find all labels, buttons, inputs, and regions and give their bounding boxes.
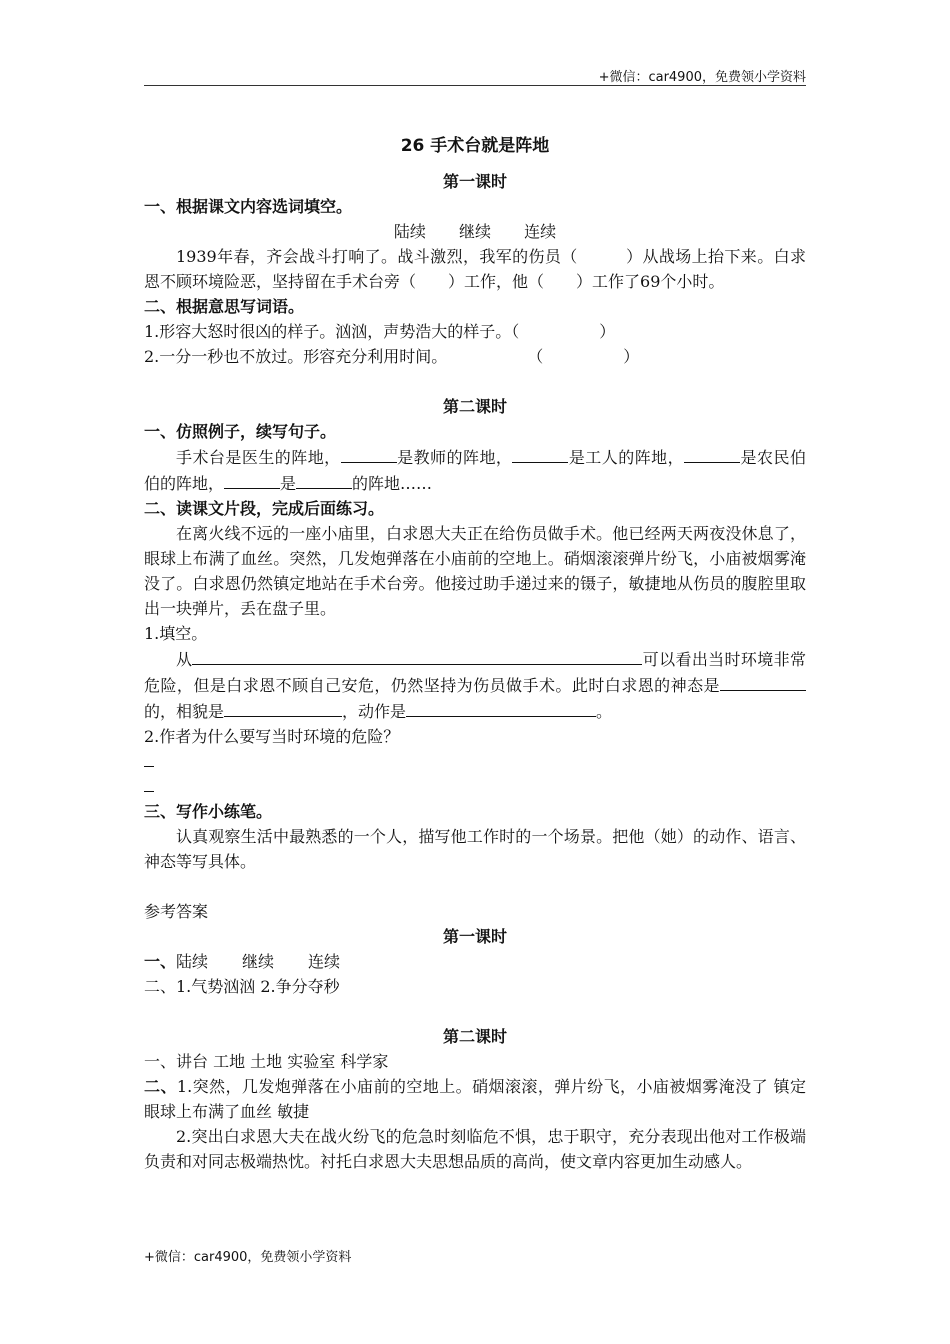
answers-lesson2-heading: 第二课时 bbox=[442, 1027, 507, 1046]
blank-8[interactable] bbox=[684, 444, 740, 463]
blank-12[interactable] bbox=[720, 672, 806, 691]
lesson2-sec3-heading: 三、写作小练笔。 bbox=[144, 802, 273, 821]
blank-7[interactable] bbox=[512, 444, 568, 463]
lesson1-heading: 第一课时 bbox=[442, 172, 507, 191]
lesson2-heading: 第二课时 bbox=[442, 397, 507, 416]
question-1-fill: 从 可以看出当时环境非常危险，但是白求恩不顾自己安危，仍然坚持为伤员做手术。此时白求恩的神态是的，相貌是 ，动作是 。 bbox=[144, 646, 806, 724]
blank-10[interactable] bbox=[296, 470, 352, 489]
word-choices bbox=[144, 219, 806, 244]
lesson1-sec1-heading: 一、根据课文内容选词填空。 bbox=[144, 197, 353, 216]
blank-6[interactable] bbox=[341, 444, 397, 463]
answer-2-3: 2.突出白求恩大夫在战火纷飞的危急时刻临危不惧，忠于职守，充分表现出他对工作极端负责和对同志极端热忱。衬托白求恩大夫思想品质的高尚，使文章内容更加生动感人。 bbox=[144, 1127, 806, 1171]
fill-paragraph: 1939年春，齐会战斗打响了。战斗激烈，我军的伤员（ ）从战场上抬下来。白求恩不顾环境险恶，坚持留在手术台旁（ ）工作，他（ ）工作了69个小时。 bbox=[144, 247, 806, 291]
answer-2-2: 二、1.突然，几发炮弹落在小庙前的空地上。硝烟滚滚，弹片纷飞，小庙被烟雾淹没了 镇定 眼球上布满了血丝 敏捷 bbox=[144, 1077, 806, 1121]
lesson2-sec1-heading: 一、仿照例子，续写句子。 bbox=[144, 422, 337, 441]
writing-prompt: 认真观察生活中最熟悉的一个人，描写他工作时的一个场景。把他（她）的动作、语言、神态等写具体。 bbox=[144, 827, 806, 871]
blank-9[interactable] bbox=[224, 470, 280, 489]
choice-3: 连续 bbox=[524, 222, 557, 241]
answer-1-1: 一、陆续 继续 连续 bbox=[144, 952, 341, 971]
blank-14[interactable] bbox=[406, 698, 596, 717]
answer-2-1: 一、讲台 工地 土地 实验室 科学家 bbox=[144, 1052, 389, 1071]
reading-passage: 在离火线不远的一座小庙里，白求恩大夫正在给伤员做手术。他已经两天两夜没休息了，眼球上布满了血丝。突然，几发炮弹落在小庙前的空地上。硝烟滚滚弹片纷飞，小庙被烟雾淹没了。白求恩仍然镇定地站在手术台旁。他接过助手递过来的镊子，敏捷地从伤员的腹腔里取出一块弹片，丢在盘子里。 bbox=[144, 524, 806, 618]
page-title: 26 手术台就是阵地 bbox=[400, 136, 550, 156]
header-watermark: +微信：car4900，免费领小学资料 bbox=[598, 70, 806, 85]
blank-11[interactable] bbox=[192, 646, 642, 665]
lesson2-sec2-heading: 二、读课文片段，完成后面练习。 bbox=[144, 499, 385, 518]
choice-2: 继续 bbox=[458, 222, 491, 241]
header-divider bbox=[144, 85, 806, 86]
lesson1-sec2-heading: 二、根据意思写词语。 bbox=[144, 297, 305, 316]
answer-line-2[interactable] bbox=[144, 774, 806, 799]
answer-line-1[interactable] bbox=[144, 749, 806, 774]
answers-lesson1-heading: 第一课时 bbox=[442, 927, 507, 946]
question-2: 2.作者为什么要写当时环境的危险？ bbox=[144, 727, 400, 746]
word-item-1: 1.形容大怒时很凶的样子。汹汹，声势浩大的样子。（ ） bbox=[144, 322, 616, 341]
answer-1-2: 二、1.气势汹汹 2.争分夺秒 bbox=[144, 977, 340, 996]
choice-1: 陆续 bbox=[393, 222, 426, 241]
imitation-sentence: 手术台是医生的阵地， 是教师的阵地， 是工人的阵地， 是农民伯伯的阵地， 是 的阵地…… bbox=[144, 444, 806, 496]
footer-watermark: +微信：car4900，免费领小学资料 bbox=[144, 1250, 352, 1265]
document-body bbox=[144, 134, 806, 1174]
blank-13[interactable] bbox=[224, 698, 342, 717]
question-1: 1.填空。 bbox=[144, 624, 208, 643]
answers-heading: 参考答案 bbox=[144, 902, 209, 921]
word-item-2: 2.一分一秒也不放过。形容充分利用时间。 （ ） bbox=[144, 347, 640, 366]
